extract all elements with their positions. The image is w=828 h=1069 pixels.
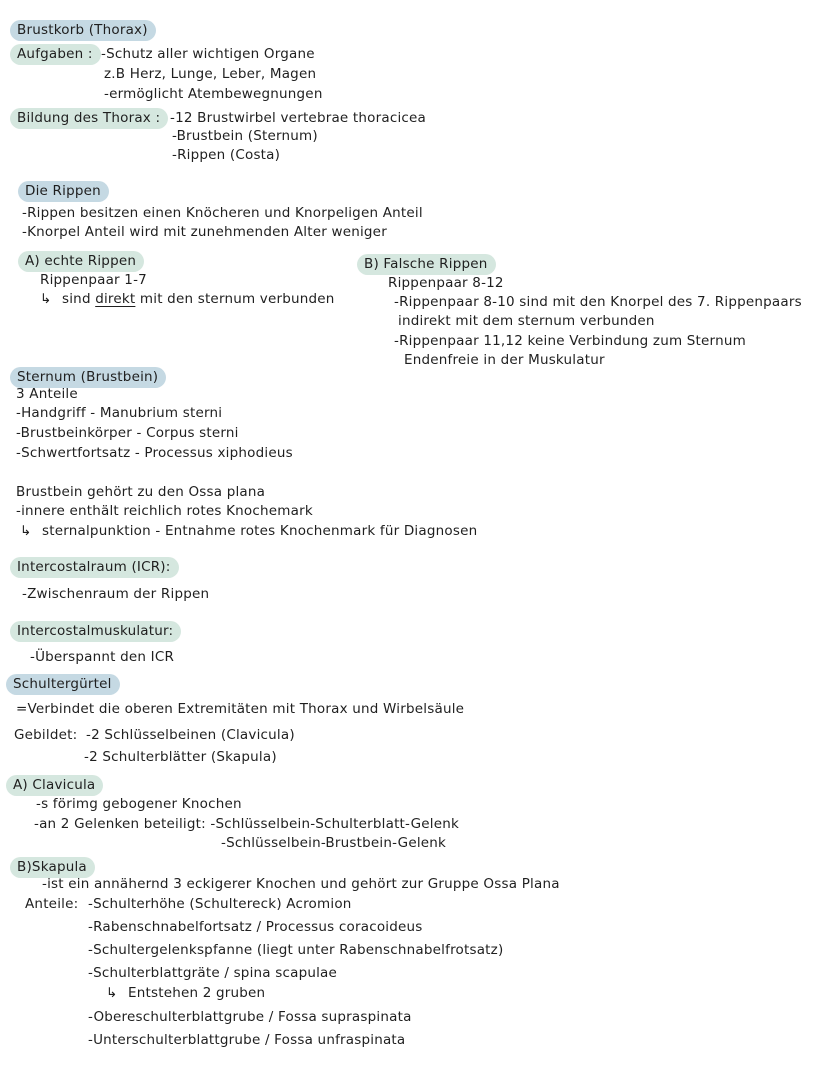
- return-arrow-icon: ↳: [106, 985, 118, 1001]
- gruben-line-1: -Obereschulterblattgrube / Fossa supraspinata: [88, 1009, 412, 1025]
- thorax-title: Brustkorb (Thorax): [10, 20, 156, 41]
- return-arrow-icon: ↳: [20, 523, 32, 539]
- anteile-line-2: -Rabenschnabelfortsatz / Processus coracoideus: [88, 919, 423, 935]
- sternum-line-5: Brustbein gehört zu den Ossa plana: [16, 484, 266, 500]
- rippen-title: Die Rippen: [18, 181, 109, 202]
- gebildet-label: Gebildet:: [14, 727, 78, 743]
- bildung-label: Bildung des Thorax :: [10, 108, 168, 129]
- sternum-line-3: -Brustbeinkörper - Corpus sterni: [16, 425, 239, 441]
- muskulatur-line: -Überspannt den ICR: [30, 649, 175, 665]
- bildung-line-1: -12 Brustwirbel vertebrae thoracicea: [170, 110, 427, 126]
- echte-pre: sind: [62, 291, 96, 307]
- schulter-line-1: =Verbindet die oberen Extremitäten mit Thorax und Wirbelsäule: [16, 701, 465, 717]
- aufgaben-line-2: z.B Herz, Lunge, Leber, Magen: [104, 66, 317, 82]
- skapula-title: B)Skapula: [10, 857, 95, 878]
- rippen-line-2: -Knorpel Anteil wird mit zunehmenden Alter weniger: [22, 224, 387, 240]
- rippen-line-1: -Rippen besitzen einen Knöcheren und Knorpeligen Anteil: [22, 205, 423, 221]
- icr-title: Intercostalraum (ICR):: [10, 557, 179, 578]
- sternum-line-2: -Handgriff - Manubrium sterni: [16, 405, 223, 421]
- falsche-line-4: Endenfreie in der Muskulatur: [404, 352, 605, 368]
- gebildet-line-2: -2 Schulterblätter (Skapula): [84, 749, 277, 765]
- echte-underlined: direkt: [95, 291, 136, 307]
- anteile-line-1: -Schulterhöhe (Schultereck) Acromion: [88, 896, 352, 912]
- anteile-line-3: -Schultergelenkspfanne (liegt unter Rabenschnabelfrotsatz): [88, 942, 504, 958]
- aufgaben-line-3: -ermöglicht Atembewegnungen: [104, 86, 323, 102]
- anteile-label: Anteile:: [25, 896, 79, 912]
- clavicula-line-3: -Schlüsselbein-Brustbein-Gelenk: [221, 835, 447, 851]
- sternum-line-4: -Schwertfortsatz - Processus xiphodieus: [16, 445, 293, 461]
- clavicula-line-2: -an 2 Gelenken beteiligt: -Schlüsselbein-Schulterblatt-Gelenk: [34, 816, 460, 832]
- clavicula-title: A) Clavicula: [6, 775, 103, 796]
- muskulatur-title: Intercostalmuskulatur:: [10, 621, 181, 642]
- schulter-title: Schultergürtel: [6, 674, 120, 695]
- echte-rippen-title: A) echte Rippen: [18, 251, 144, 272]
- falsche-line-2: indirekt mit dem sternum verbunden: [398, 313, 655, 329]
- sternum-line-6: -innere enthält reichlich rotes Knochemark: [16, 503, 313, 519]
- sternum-title: Sternum (Brustbein): [10, 367, 166, 388]
- echte-post: mit den sternum verbunden: [135, 291, 335, 307]
- echte-rippen-line: [40, 290, 335, 308]
- sternum-arrow-line: [20, 522, 477, 540]
- aufgaben-line-1: -Schutz aller wichtigen Organe: [101, 46, 315, 62]
- anteile-line-4: -Schulterblattgräte / spina scapulae: [88, 965, 338, 981]
- falsche-rippen-title: B) Falsche Rippen: [357, 254, 496, 275]
- echte-rippen-paar: Rippenpaar 1-7: [40, 272, 147, 288]
- skapula-intro: -ist ein annähernd 3 eckigerer Knochen und gehört zur Gruppe Ossa Plana: [42, 876, 560, 892]
- falsche-rippen-paar: Rippenpaar 8-12: [388, 275, 504, 291]
- entstehen-text: Entstehen 2 gruben: [128, 985, 266, 1001]
- skapula-arrow-line: [106, 984, 265, 1002]
- clavicula-line-1: -s förimg gebogener Knochen: [36, 796, 242, 812]
- sternum-line-1: 3 Anteile: [16, 386, 78, 402]
- return-arrow-icon: ↳: [40, 291, 52, 307]
- bildung-line-3: -Rippen (Costa): [172, 147, 281, 163]
- gebildet-line-1: -2 Schlüsselbeinen (Clavicula): [86, 727, 295, 743]
- falsche-line-3: -Rippenpaar 11,12 keine Verbindung zum Sternum: [394, 333, 746, 349]
- falsche-line-1: -Rippenpaar 8-10 sind mit den Knorpel des 7. Rippenpaars: [394, 294, 802, 310]
- bildung-line-2: -Brustbein (Sternum): [172, 128, 318, 144]
- sternalpunktion-text: sternalpunktion - Entnahme rotes Knochenmark für Diagnosen: [42, 523, 478, 539]
- aufgaben-label: Aufgaben :: [10, 44, 101, 65]
- icr-line: -Zwischenraum der Rippen: [22, 586, 210, 602]
- gruben-line-2: -Unterschulterblattgrube / Fossa unfraspinata: [88, 1032, 406, 1048]
